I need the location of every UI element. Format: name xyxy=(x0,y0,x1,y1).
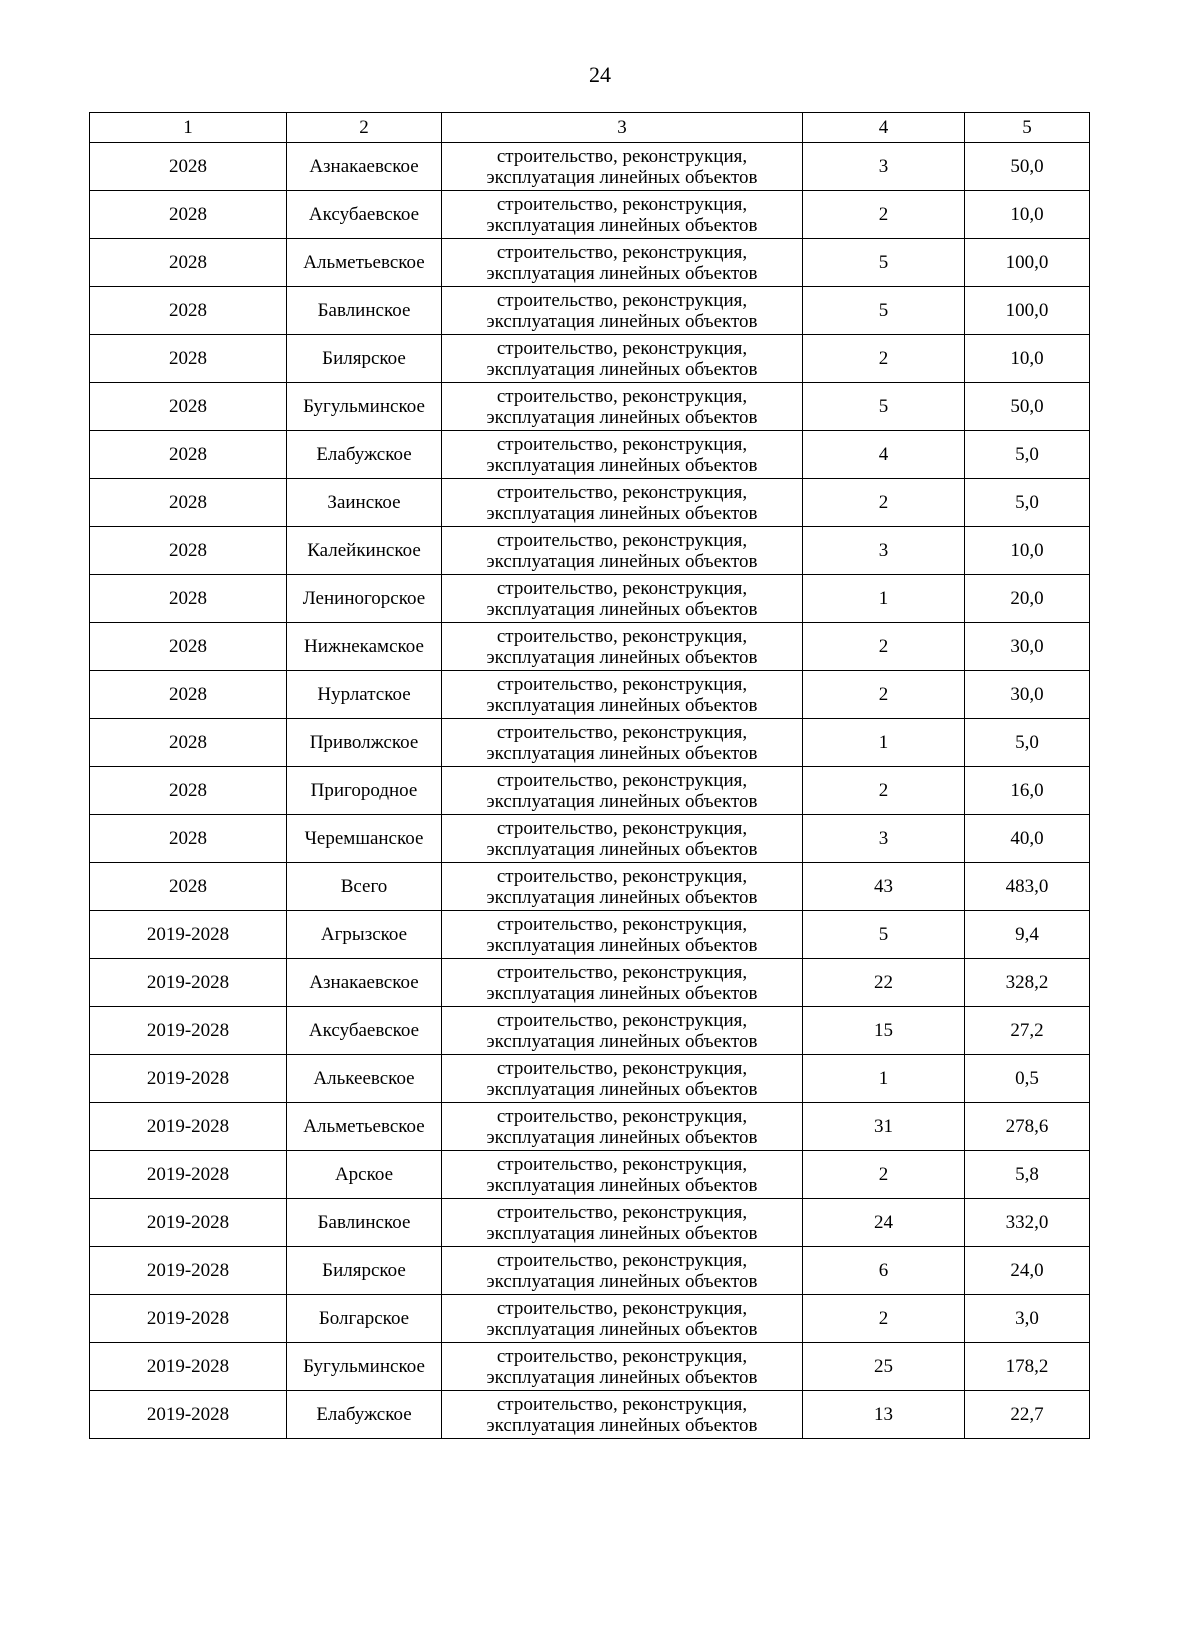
description-line-2: эксплуатация линейных объектов xyxy=(486,1270,758,1292)
value-cell: 40,0 xyxy=(965,815,1090,863)
count-cell: 3 xyxy=(803,815,965,863)
description-line-2: эксплуатация линейных объектов xyxy=(486,1318,758,1340)
description-line-1: строительство, реконструкция, xyxy=(496,289,748,311)
description-line-2: эксплуатация линейных объектов xyxy=(486,358,758,380)
municipality-cell: Билярское xyxy=(287,335,442,383)
year-cell: 2028 xyxy=(90,431,287,479)
value-cell: 10,0 xyxy=(965,335,1090,383)
description-cell xyxy=(442,335,803,383)
value-cell: 0,5 xyxy=(965,1055,1090,1103)
year-cell: 2028 xyxy=(90,815,287,863)
year-cell: 2019-2028 xyxy=(90,911,287,959)
municipality-cell: Аксубаевское xyxy=(287,191,442,239)
description-cell xyxy=(442,239,803,287)
description-line-2: эксплуатация линейных объектов xyxy=(486,1078,758,1100)
table-row xyxy=(90,911,1090,959)
year-cell: 2019-2028 xyxy=(90,1247,287,1295)
value-cell: 30,0 xyxy=(965,671,1090,719)
description-cell xyxy=(442,431,803,479)
value-cell: 16,0 xyxy=(965,767,1090,815)
description-line-2: эксплуатация линейных объектов xyxy=(486,646,758,668)
municipality-cell: Альметьевское xyxy=(287,1103,442,1151)
value-cell: 100,0 xyxy=(965,287,1090,335)
municipality-cell: Лениногорское xyxy=(287,575,442,623)
count-cell: 13 xyxy=(803,1391,965,1439)
description-line-1: строительство, реконструкция, xyxy=(496,721,748,743)
municipality-cell: Всего xyxy=(287,863,442,911)
table-row xyxy=(90,575,1090,623)
count-cell: 2 xyxy=(803,335,965,383)
table-row xyxy=(90,431,1090,479)
table-row xyxy=(90,767,1090,815)
description-line-1: строительство, реконструкция, xyxy=(496,625,748,647)
municipality-cell: Аксубаевское xyxy=(287,1007,442,1055)
description-line-2: эксплуатация линейных объектов xyxy=(486,406,758,428)
municipality-cell: Приволжское xyxy=(287,719,442,767)
description-line-2: эксплуатация линейных объектов xyxy=(486,454,758,476)
municipality-cell: Агрызское xyxy=(287,911,442,959)
value-cell: 278,6 xyxy=(965,1103,1090,1151)
count-cell: 25 xyxy=(803,1343,965,1391)
year-cell: 2028 xyxy=(90,767,287,815)
description-cell xyxy=(442,815,803,863)
data-table xyxy=(89,112,1090,1439)
description-line-1: строительство, реконструкция, xyxy=(496,1393,748,1415)
value-cell: 5,0 xyxy=(965,479,1090,527)
description-line-2: эксплуатация линейных объектов xyxy=(486,1030,758,1052)
count-cell: 5 xyxy=(803,239,965,287)
description-cell xyxy=(442,671,803,719)
table-row xyxy=(90,671,1090,719)
municipality-cell: Билярское xyxy=(287,1247,442,1295)
description-line-2: эксплуатация линейных объектов xyxy=(486,166,758,188)
description-line-1: строительство, реконструкция, xyxy=(496,913,748,935)
description-cell xyxy=(442,191,803,239)
value-cell: 483,0 xyxy=(965,863,1090,911)
description-line-2: эксплуатация линейных объектов xyxy=(486,262,758,284)
count-cell: 5 xyxy=(803,911,965,959)
table-row xyxy=(90,959,1090,1007)
description-cell xyxy=(442,1391,803,1439)
table-row xyxy=(90,1103,1090,1151)
municipality-cell: Нижнекамское xyxy=(287,623,442,671)
year-cell: 2028 xyxy=(90,335,287,383)
count-cell: 5 xyxy=(803,383,965,431)
description-line-1: строительство, реконструкция, xyxy=(496,1201,748,1223)
municipality-cell: Арское xyxy=(287,1151,442,1199)
year-cell: 2028 xyxy=(90,287,287,335)
description-line-2: эксплуатация линейных объектов xyxy=(486,742,758,764)
count-cell: 6 xyxy=(803,1247,965,1295)
municipality-cell: Бугульминское xyxy=(287,383,442,431)
municipality-cell: Азнакаевское xyxy=(287,959,442,1007)
table-row xyxy=(90,527,1090,575)
column-header-1: 1 xyxy=(90,113,287,143)
value-cell: 328,2 xyxy=(965,959,1090,1007)
year-cell: 2028 xyxy=(90,719,287,767)
value-cell: 332,0 xyxy=(965,1199,1090,1247)
value-cell: 20,0 xyxy=(965,575,1090,623)
table-row xyxy=(90,815,1090,863)
year-cell: 2028 xyxy=(90,623,287,671)
table-row xyxy=(90,191,1090,239)
municipality-cell: Елабужское xyxy=(287,1391,442,1439)
column-header-2: 2 xyxy=(287,113,442,143)
description-cell xyxy=(442,959,803,1007)
table-row xyxy=(90,863,1090,911)
description-cell xyxy=(442,575,803,623)
table-row xyxy=(90,1295,1090,1343)
count-cell: 2 xyxy=(803,191,965,239)
description-line-2: эксплуатация линейных объектов xyxy=(486,1414,758,1436)
description-line-2: эксплуатация линейных объектов xyxy=(486,598,758,620)
table-row xyxy=(90,719,1090,767)
description-line-1: строительство, реконструкция, xyxy=(496,1297,748,1319)
description-cell xyxy=(442,1103,803,1151)
municipality-cell: Пригородное xyxy=(287,767,442,815)
description-line-1: строительство, реконструкция, xyxy=(496,577,748,599)
table-row xyxy=(90,1343,1090,1391)
value-cell: 5,0 xyxy=(965,431,1090,479)
description-line-1: строительство, реконструкция, xyxy=(496,529,748,551)
year-cell: 2028 xyxy=(90,863,287,911)
year-cell: 2028 xyxy=(90,143,287,191)
table-row xyxy=(90,479,1090,527)
description-line-1: строительство, реконструкция, xyxy=(496,1009,748,1031)
description-line-2: эксплуатация линейных объектов xyxy=(486,982,758,1004)
count-cell: 1 xyxy=(803,1055,965,1103)
description-line-1: строительство, реконструкция, xyxy=(496,385,748,407)
value-cell: 50,0 xyxy=(965,143,1090,191)
description-line-1: строительство, реконструкция, xyxy=(496,1105,748,1127)
year-cell: 2028 xyxy=(90,239,287,287)
description-cell xyxy=(442,623,803,671)
year-cell: 2028 xyxy=(90,383,287,431)
description-line-2: эксплуатация линейных объектов xyxy=(486,550,758,572)
count-cell: 2 xyxy=(803,623,965,671)
count-cell: 2 xyxy=(803,671,965,719)
count-cell: 5 xyxy=(803,287,965,335)
description-cell xyxy=(442,719,803,767)
table-row xyxy=(90,1391,1090,1439)
municipality-cell: Бавлинское xyxy=(287,287,442,335)
description-cell xyxy=(442,1151,803,1199)
description-cell xyxy=(442,767,803,815)
municipality-cell: Калейкинское xyxy=(287,527,442,575)
table-row xyxy=(90,335,1090,383)
year-cell: 2019-2028 xyxy=(90,1199,287,1247)
count-cell: 15 xyxy=(803,1007,965,1055)
municipality-cell: Нурлатское xyxy=(287,671,442,719)
table-body xyxy=(90,143,1090,1439)
table-row xyxy=(90,383,1090,431)
municipality-cell: Алькеевское xyxy=(287,1055,442,1103)
description-line-2: эксплуатация линейных объектов xyxy=(486,1174,758,1196)
count-cell: 2 xyxy=(803,1151,965,1199)
municipality-cell: Елабужское xyxy=(287,431,442,479)
description-line-1: строительство, реконструкция, xyxy=(496,865,748,887)
description-line-2: эксплуатация линейных объектов xyxy=(486,214,758,236)
description-cell xyxy=(442,1295,803,1343)
value-cell: 10,0 xyxy=(965,191,1090,239)
value-cell: 10,0 xyxy=(965,527,1090,575)
year-cell: 2019-2028 xyxy=(90,1103,287,1151)
year-cell: 2028 xyxy=(90,191,287,239)
description-line-2: эксплуатация линейных объектов xyxy=(486,886,758,908)
description-line-1: строительство, реконструкция, xyxy=(496,145,748,167)
description-cell xyxy=(442,1007,803,1055)
count-cell: 2 xyxy=(803,767,965,815)
year-cell: 2019-2028 xyxy=(90,1391,287,1439)
table-row xyxy=(90,1199,1090,1247)
column-header-4: 4 xyxy=(803,113,965,143)
description-line-1: строительство, реконструкция, xyxy=(496,769,748,791)
description-line-2: эксплуатация линейных объектов xyxy=(486,1126,758,1148)
year-cell: 2028 xyxy=(90,527,287,575)
municipality-cell: Альметьевское xyxy=(287,239,442,287)
year-cell: 2019-2028 xyxy=(90,1343,287,1391)
description-line-2: эксплуатация линейных объектов xyxy=(486,838,758,860)
count-cell: 43 xyxy=(803,863,965,911)
year-cell: 2028 xyxy=(90,575,287,623)
table-row xyxy=(90,1247,1090,1295)
count-cell: 3 xyxy=(803,143,965,191)
description-cell xyxy=(442,911,803,959)
description-cell xyxy=(442,1055,803,1103)
table-row xyxy=(90,239,1090,287)
description-cell xyxy=(442,527,803,575)
page-number: 24 xyxy=(589,62,611,87)
description-cell xyxy=(442,1343,803,1391)
description-line-1: строительство, реконструкция, xyxy=(496,961,748,983)
table-header-row xyxy=(90,113,1090,143)
count-cell: 24 xyxy=(803,1199,965,1247)
value-cell: 22,7 xyxy=(965,1391,1090,1439)
table-row xyxy=(90,1151,1090,1199)
table-row xyxy=(90,143,1090,191)
description-line-2: эксплуатация линейных объектов xyxy=(486,934,758,956)
municipality-cell: Болгарское xyxy=(287,1295,442,1343)
value-cell: 5,0 xyxy=(965,719,1090,767)
value-cell: 50,0 xyxy=(965,383,1090,431)
value-cell: 178,2 xyxy=(965,1343,1090,1391)
municipality-cell: Бугульминское xyxy=(287,1343,442,1391)
description-line-1: строительство, реконструкция, xyxy=(496,241,748,263)
count-cell: 2 xyxy=(803,479,965,527)
description-line-2: эксплуатация линейных объектов xyxy=(486,1222,758,1244)
year-cell: 2019-2028 xyxy=(90,1055,287,1103)
description-line-1: строительство, реконструкция, xyxy=(496,1153,748,1175)
description-line-2: эксплуатация линейных объектов xyxy=(486,694,758,716)
year-cell: 2019-2028 xyxy=(90,959,287,1007)
description-line-1: строительство, реконструкция, xyxy=(496,481,748,503)
municipality-cell: Черемшанское xyxy=(287,815,442,863)
count-cell: 22 xyxy=(803,959,965,1007)
description-line-1: строительство, реконструкция, xyxy=(496,817,748,839)
year-cell: 2028 xyxy=(90,671,287,719)
description-cell xyxy=(442,287,803,335)
table-row xyxy=(90,623,1090,671)
year-cell: 2019-2028 xyxy=(90,1007,287,1055)
description-line-1: строительство, реконструкция, xyxy=(496,337,748,359)
table-row xyxy=(90,1055,1090,1103)
table-row xyxy=(90,287,1090,335)
value-cell: 24,0 xyxy=(965,1247,1090,1295)
municipality-cell: Азнакаевское xyxy=(287,143,442,191)
description-cell xyxy=(442,1247,803,1295)
value-cell: 27,2 xyxy=(965,1007,1090,1055)
year-cell: 2019-2028 xyxy=(90,1151,287,1199)
value-cell: 9,4 xyxy=(965,911,1090,959)
value-cell: 100,0 xyxy=(965,239,1090,287)
description-line-1: строительство, реконструкция, xyxy=(496,1345,748,1367)
description-line-2: эксплуатация линейных объектов xyxy=(486,1366,758,1388)
municipality-cell: Бавлинское xyxy=(287,1199,442,1247)
description-line-1: строительство, реконструкция, xyxy=(496,673,748,695)
description-cell xyxy=(442,143,803,191)
year-cell: 2019-2028 xyxy=(90,1295,287,1343)
table-row xyxy=(90,1007,1090,1055)
column-header-3: 3 xyxy=(442,113,803,143)
description-line-2: эксплуатация линейных объектов xyxy=(486,790,758,812)
description-line-2: эксплуатация линейных объектов xyxy=(486,310,758,332)
description-line-1: строительство, реконструкция, xyxy=(496,1249,748,1271)
description-line-1: строительство, реконструкция, xyxy=(496,433,748,455)
year-cell: 2028 xyxy=(90,479,287,527)
description-cell xyxy=(442,383,803,431)
value-cell: 30,0 xyxy=(965,623,1090,671)
description-line-2: эксплуатация линейных объектов xyxy=(486,502,758,524)
description-cell xyxy=(442,479,803,527)
count-cell: 3 xyxy=(803,527,965,575)
value-cell: 3,0 xyxy=(965,1295,1090,1343)
count-cell: 1 xyxy=(803,719,965,767)
count-cell: 31 xyxy=(803,1103,965,1151)
description-cell xyxy=(442,863,803,911)
municipality-cell: Заинское xyxy=(287,479,442,527)
count-cell: 4 xyxy=(803,431,965,479)
description-line-1: строительство, реконструкция, xyxy=(496,1057,748,1079)
description-line-1: строительство, реконструкция, xyxy=(496,193,748,215)
column-header-5: 5 xyxy=(965,113,1090,143)
description-cell xyxy=(442,1199,803,1247)
value-cell: 5,8 xyxy=(965,1151,1090,1199)
count-cell: 1 xyxy=(803,575,965,623)
count-cell: 2 xyxy=(803,1295,965,1343)
